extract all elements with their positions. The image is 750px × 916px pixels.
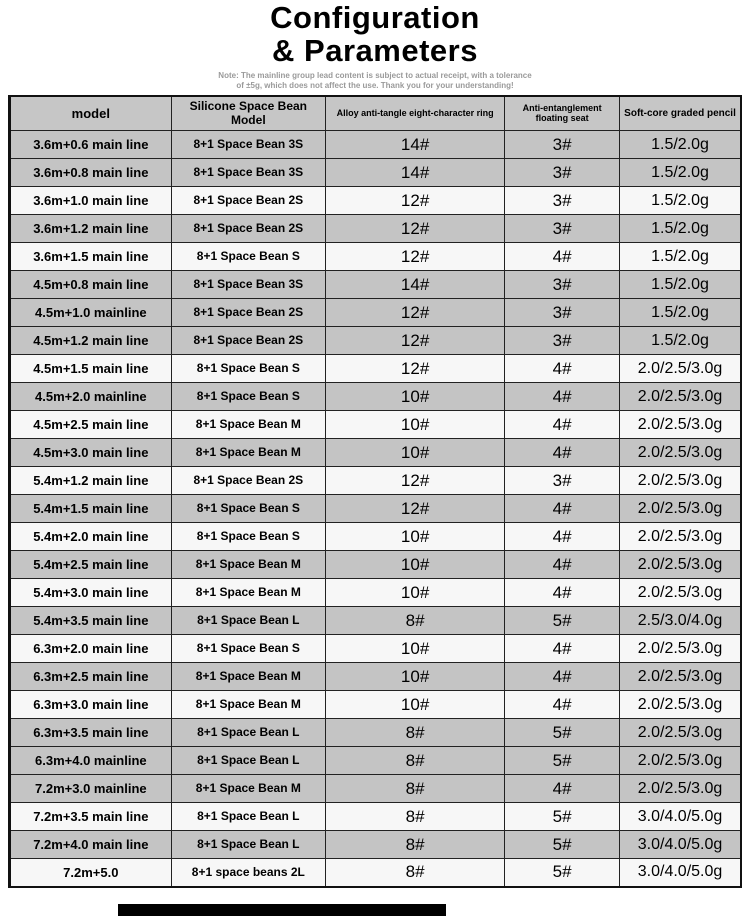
cell-seat: 3#	[505, 159, 620, 187]
cell-seat: 4#	[505, 663, 620, 691]
cell-ring: 14#	[326, 131, 505, 159]
cell-model: 4.5m+0.8 main line	[10, 271, 172, 299]
cell-pencil: 1.5/2.0g	[620, 327, 741, 355]
cell-ring: 8#	[326, 775, 505, 803]
cell-pencil: 2.0/2.5/3.0g	[620, 355, 741, 383]
cell-seat: 5#	[505, 831, 620, 859]
table-row	[10, 579, 742, 607]
cell-ring: 10#	[326, 691, 505, 719]
cell-ring: 14#	[326, 159, 505, 187]
cell-model: 7.2m+4.0 main line	[10, 831, 172, 859]
cell-model: 6.3m+2.5 main line	[10, 663, 172, 691]
cell-pencil: 2.0/2.5/3.0g	[620, 635, 741, 663]
cell-seat: 4#	[505, 243, 620, 271]
cell-pencil: 1.5/2.0g	[620, 271, 741, 299]
cell-model: 5.4m+2.5 main line	[10, 551, 172, 579]
cell-bean: 8+1 Space Bean 3S	[171, 131, 325, 159]
cell-pencil: 2.0/2.5/3.0g	[620, 663, 741, 691]
parameters-table	[8, 95, 742, 888]
cell-ring: 8#	[326, 747, 505, 775]
cell-bean: 8+1 Space Bean S	[171, 495, 325, 523]
cell-seat: 5#	[505, 719, 620, 747]
cell-ring: 10#	[326, 635, 505, 663]
cell-ring: 8#	[326, 719, 505, 747]
cell-model: 4.5m+1.0 mainline	[10, 299, 172, 327]
cell-model: 5.4m+1.5 main line	[10, 495, 172, 523]
cell-ring: 12#	[326, 495, 505, 523]
table-row	[10, 663, 742, 691]
cell-model: 4.5m+1.2 main line	[10, 327, 172, 355]
cell-seat: 3#	[505, 467, 620, 495]
cell-seat: 4#	[505, 495, 620, 523]
cell-model: 4.5m+2.5 main line	[10, 411, 172, 439]
cell-seat: 4#	[505, 579, 620, 607]
cell-ring: 12#	[326, 215, 505, 243]
cell-pencil: 1.5/2.0g	[620, 159, 741, 187]
cell-seat: 3#	[505, 271, 620, 299]
cell-bean: 8+1 Space Bean S	[171, 523, 325, 551]
cell-bean: 8+1 Space Bean M	[171, 663, 325, 691]
table-row	[10, 719, 742, 747]
cell-model: 3.6m+1.5 main line	[10, 243, 172, 271]
cell-model: 6.3m+3.5 main line	[10, 719, 172, 747]
table-row	[10, 215, 742, 243]
cell-seat: 4#	[505, 523, 620, 551]
cell-ring: 8#	[326, 859, 505, 887]
column-header-bean-model: Silicone Space Bean Model	[171, 96, 325, 131]
cell-bean: 8+1 Space Bean L	[171, 831, 325, 859]
page-title	[0, 2, 750, 68]
cell-bean: 8+1 Space Bean M	[171, 691, 325, 719]
cell-ring: 10#	[326, 663, 505, 691]
cell-seat: 3#	[505, 131, 620, 159]
cell-pencil: 2.0/2.5/3.0g	[620, 495, 741, 523]
table-row	[10, 355, 742, 383]
cell-model: 5.4m+3.0 main line	[10, 579, 172, 607]
cell-ring: 14#	[326, 271, 505, 299]
table-head	[10, 96, 742, 131]
cell-model: 7.2m+5.0	[10, 859, 172, 887]
cell-ring: 8#	[326, 831, 505, 859]
note-line1: Note: The mainline group lead content is subject to actual receipt, with a tolerance	[218, 70, 532, 80]
table-row	[10, 299, 742, 327]
note-text	[0, 71, 750, 91]
table-row	[10, 495, 742, 523]
cell-seat: 4#	[505, 411, 620, 439]
cell-pencil: 3.0/4.0/5.0g	[620, 803, 741, 831]
cell-model: 7.2m+3.0 mainline	[10, 775, 172, 803]
table-row	[10, 383, 742, 411]
table-row	[10, 523, 742, 551]
cell-seat: 4#	[505, 551, 620, 579]
bottom-black-bar	[118, 904, 446, 916]
cell-model: 5.4m+1.2 main line	[10, 467, 172, 495]
page-title-line1: Configuration	[270, 0, 480, 35]
cell-pencil: 2.0/2.5/3.0g	[620, 439, 741, 467]
cell-pencil: 2.0/2.5/3.0g	[620, 467, 741, 495]
table-row	[10, 747, 742, 775]
cell-pencil: 1.5/2.0g	[620, 243, 741, 271]
table-row	[10, 803, 742, 831]
cell-model: 7.2m+3.5 main line	[10, 803, 172, 831]
cell-ring: 10#	[326, 523, 505, 551]
cell-bean: 8+1 Space Bean L	[171, 607, 325, 635]
cell-pencil: 2.0/2.5/3.0g	[620, 523, 741, 551]
table-row	[10, 187, 742, 215]
cell-pencil: 2.0/2.5/3.0g	[620, 383, 741, 411]
cell-pencil: 2.0/2.5/3.0g	[620, 775, 741, 803]
cell-model: 6.3m+2.0 main line	[10, 635, 172, 663]
page-header	[0, 0, 750, 91]
cell-pencil: 1.5/2.0g	[620, 131, 741, 159]
cell-seat: 3#	[505, 187, 620, 215]
cell-model: 6.3m+4.0 mainline	[10, 747, 172, 775]
column-header-model: model	[10, 96, 172, 131]
cell-bean: 8+1 Space Bean 2S	[171, 467, 325, 495]
cell-seat: 4#	[505, 355, 620, 383]
cell-seat: 5#	[505, 859, 620, 887]
table-row	[10, 607, 742, 635]
cell-bean: 8+1 Space Bean 3S	[171, 159, 325, 187]
table-row	[10, 775, 742, 803]
cell-seat: 4#	[505, 691, 620, 719]
table-row	[10, 131, 742, 159]
table-row	[10, 551, 742, 579]
cell-ring: 10#	[326, 383, 505, 411]
cell-model: 5.4m+2.0 main line	[10, 523, 172, 551]
cell-pencil: 2.0/2.5/3.0g	[620, 719, 741, 747]
cell-ring: 12#	[326, 355, 505, 383]
cell-bean: 8+1 space beans 2L	[171, 859, 325, 887]
column-header-ring: Alloy anti-tangle eight-character ring	[326, 96, 505, 131]
cell-bean: 8+1 Space Bean M	[171, 411, 325, 439]
cell-bean: 8+1 Space Bean S	[171, 243, 325, 271]
cell-bean: 8+1 Space Bean M	[171, 579, 325, 607]
column-header-pencil: Soft-core graded pencil	[620, 96, 741, 131]
table-row	[10, 411, 742, 439]
cell-ring: 10#	[326, 551, 505, 579]
cell-bean: 8+1 Space Bean 2S	[171, 327, 325, 355]
table-header-row	[10, 96, 742, 131]
cell-model: 6.3m+3.0 main line	[10, 691, 172, 719]
cell-seat: 3#	[505, 299, 620, 327]
cell-seat: 5#	[505, 803, 620, 831]
cell-model: 3.6m+1.0 main line	[10, 187, 172, 215]
cell-pencil: 3.0/4.0/5.0g	[620, 859, 741, 887]
table-row	[10, 271, 742, 299]
cell-pencil: 1.5/2.0g	[620, 187, 741, 215]
cell-bean: 8+1 Space Bean L	[171, 747, 325, 775]
cell-pencil: 1.5/2.0g	[620, 215, 741, 243]
cell-ring: 12#	[326, 327, 505, 355]
cell-bean: 8+1 Space Bean S	[171, 383, 325, 411]
cell-seat: 5#	[505, 607, 620, 635]
cell-bean: 8+1 Space Bean 2S	[171, 299, 325, 327]
cell-pencil: 2.0/2.5/3.0g	[620, 411, 741, 439]
table-row	[10, 327, 742, 355]
cell-pencil: 2.5/3.0/4.0g	[620, 607, 741, 635]
cell-model: 4.5m+3.0 main line	[10, 439, 172, 467]
cell-seat: 4#	[505, 383, 620, 411]
cell-model: 4.5m+1.5 main line	[10, 355, 172, 383]
cell-seat: 4#	[505, 439, 620, 467]
page-title-line2: & Parameters	[272, 32, 478, 68]
cell-ring: 12#	[326, 187, 505, 215]
cell-bean: 8+1 Space Bean M	[171, 439, 325, 467]
cell-bean: 8+1 Space Bean M	[171, 775, 325, 803]
cell-ring: 10#	[326, 579, 505, 607]
cell-bean: 8+1 Space Bean S	[171, 635, 325, 663]
cell-model: 3.6m+1.2 main line	[10, 215, 172, 243]
table-row	[10, 859, 742, 887]
cell-seat: 5#	[505, 747, 620, 775]
cell-ring: 12#	[326, 467, 505, 495]
cell-ring: 10#	[326, 439, 505, 467]
table-row	[10, 467, 742, 495]
cell-model: 4.5m+2.0 mainline	[10, 383, 172, 411]
table-row	[10, 243, 742, 271]
table-row	[10, 635, 742, 663]
column-header-floating-seat: Anti-entanglement floating seat	[505, 96, 620, 131]
cell-model: 3.6m+0.6 main line	[10, 131, 172, 159]
cell-bean: 8+1 Space Bean M	[171, 551, 325, 579]
cell-ring: 8#	[326, 803, 505, 831]
cell-bean: 8+1 Space Bean L	[171, 803, 325, 831]
table-row	[10, 831, 742, 859]
cell-seat: 4#	[505, 635, 620, 663]
table-body	[10, 131, 742, 887]
cell-ring: 12#	[326, 243, 505, 271]
cell-bean: 8+1 Space Bean S	[171, 355, 325, 383]
cell-ring: 8#	[326, 607, 505, 635]
cell-ring: 12#	[326, 299, 505, 327]
cell-pencil: 2.0/2.5/3.0g	[620, 691, 741, 719]
cell-bean: 8+1 Space Bean 2S	[171, 187, 325, 215]
cell-ring: 10#	[326, 411, 505, 439]
table-row	[10, 439, 742, 467]
cell-bean: 8+1 Space Bean L	[171, 719, 325, 747]
cell-model: 5.4m+3.5 main line	[10, 607, 172, 635]
cell-seat: 3#	[505, 215, 620, 243]
cell-pencil: 2.0/2.5/3.0g	[620, 551, 741, 579]
table-row	[10, 691, 742, 719]
table-row	[10, 159, 742, 187]
cell-bean: 8+1 Space Bean 3S	[171, 271, 325, 299]
cell-seat: 4#	[505, 775, 620, 803]
cell-model: 3.6m+0.8 main line	[10, 159, 172, 187]
cell-pencil: 3.0/4.0/5.0g	[620, 831, 741, 859]
cell-pencil: 2.0/2.5/3.0g	[620, 579, 741, 607]
cell-pencil: 1.5/2.0g	[620, 299, 741, 327]
cell-pencil: 2.0/2.5/3.0g	[620, 747, 741, 775]
cell-seat: 3#	[505, 327, 620, 355]
cell-bean: 8+1 Space Bean 2S	[171, 215, 325, 243]
note-line2: of ±5g, which does not affect the use. Thank you for your understanding!	[236, 80, 514, 90]
